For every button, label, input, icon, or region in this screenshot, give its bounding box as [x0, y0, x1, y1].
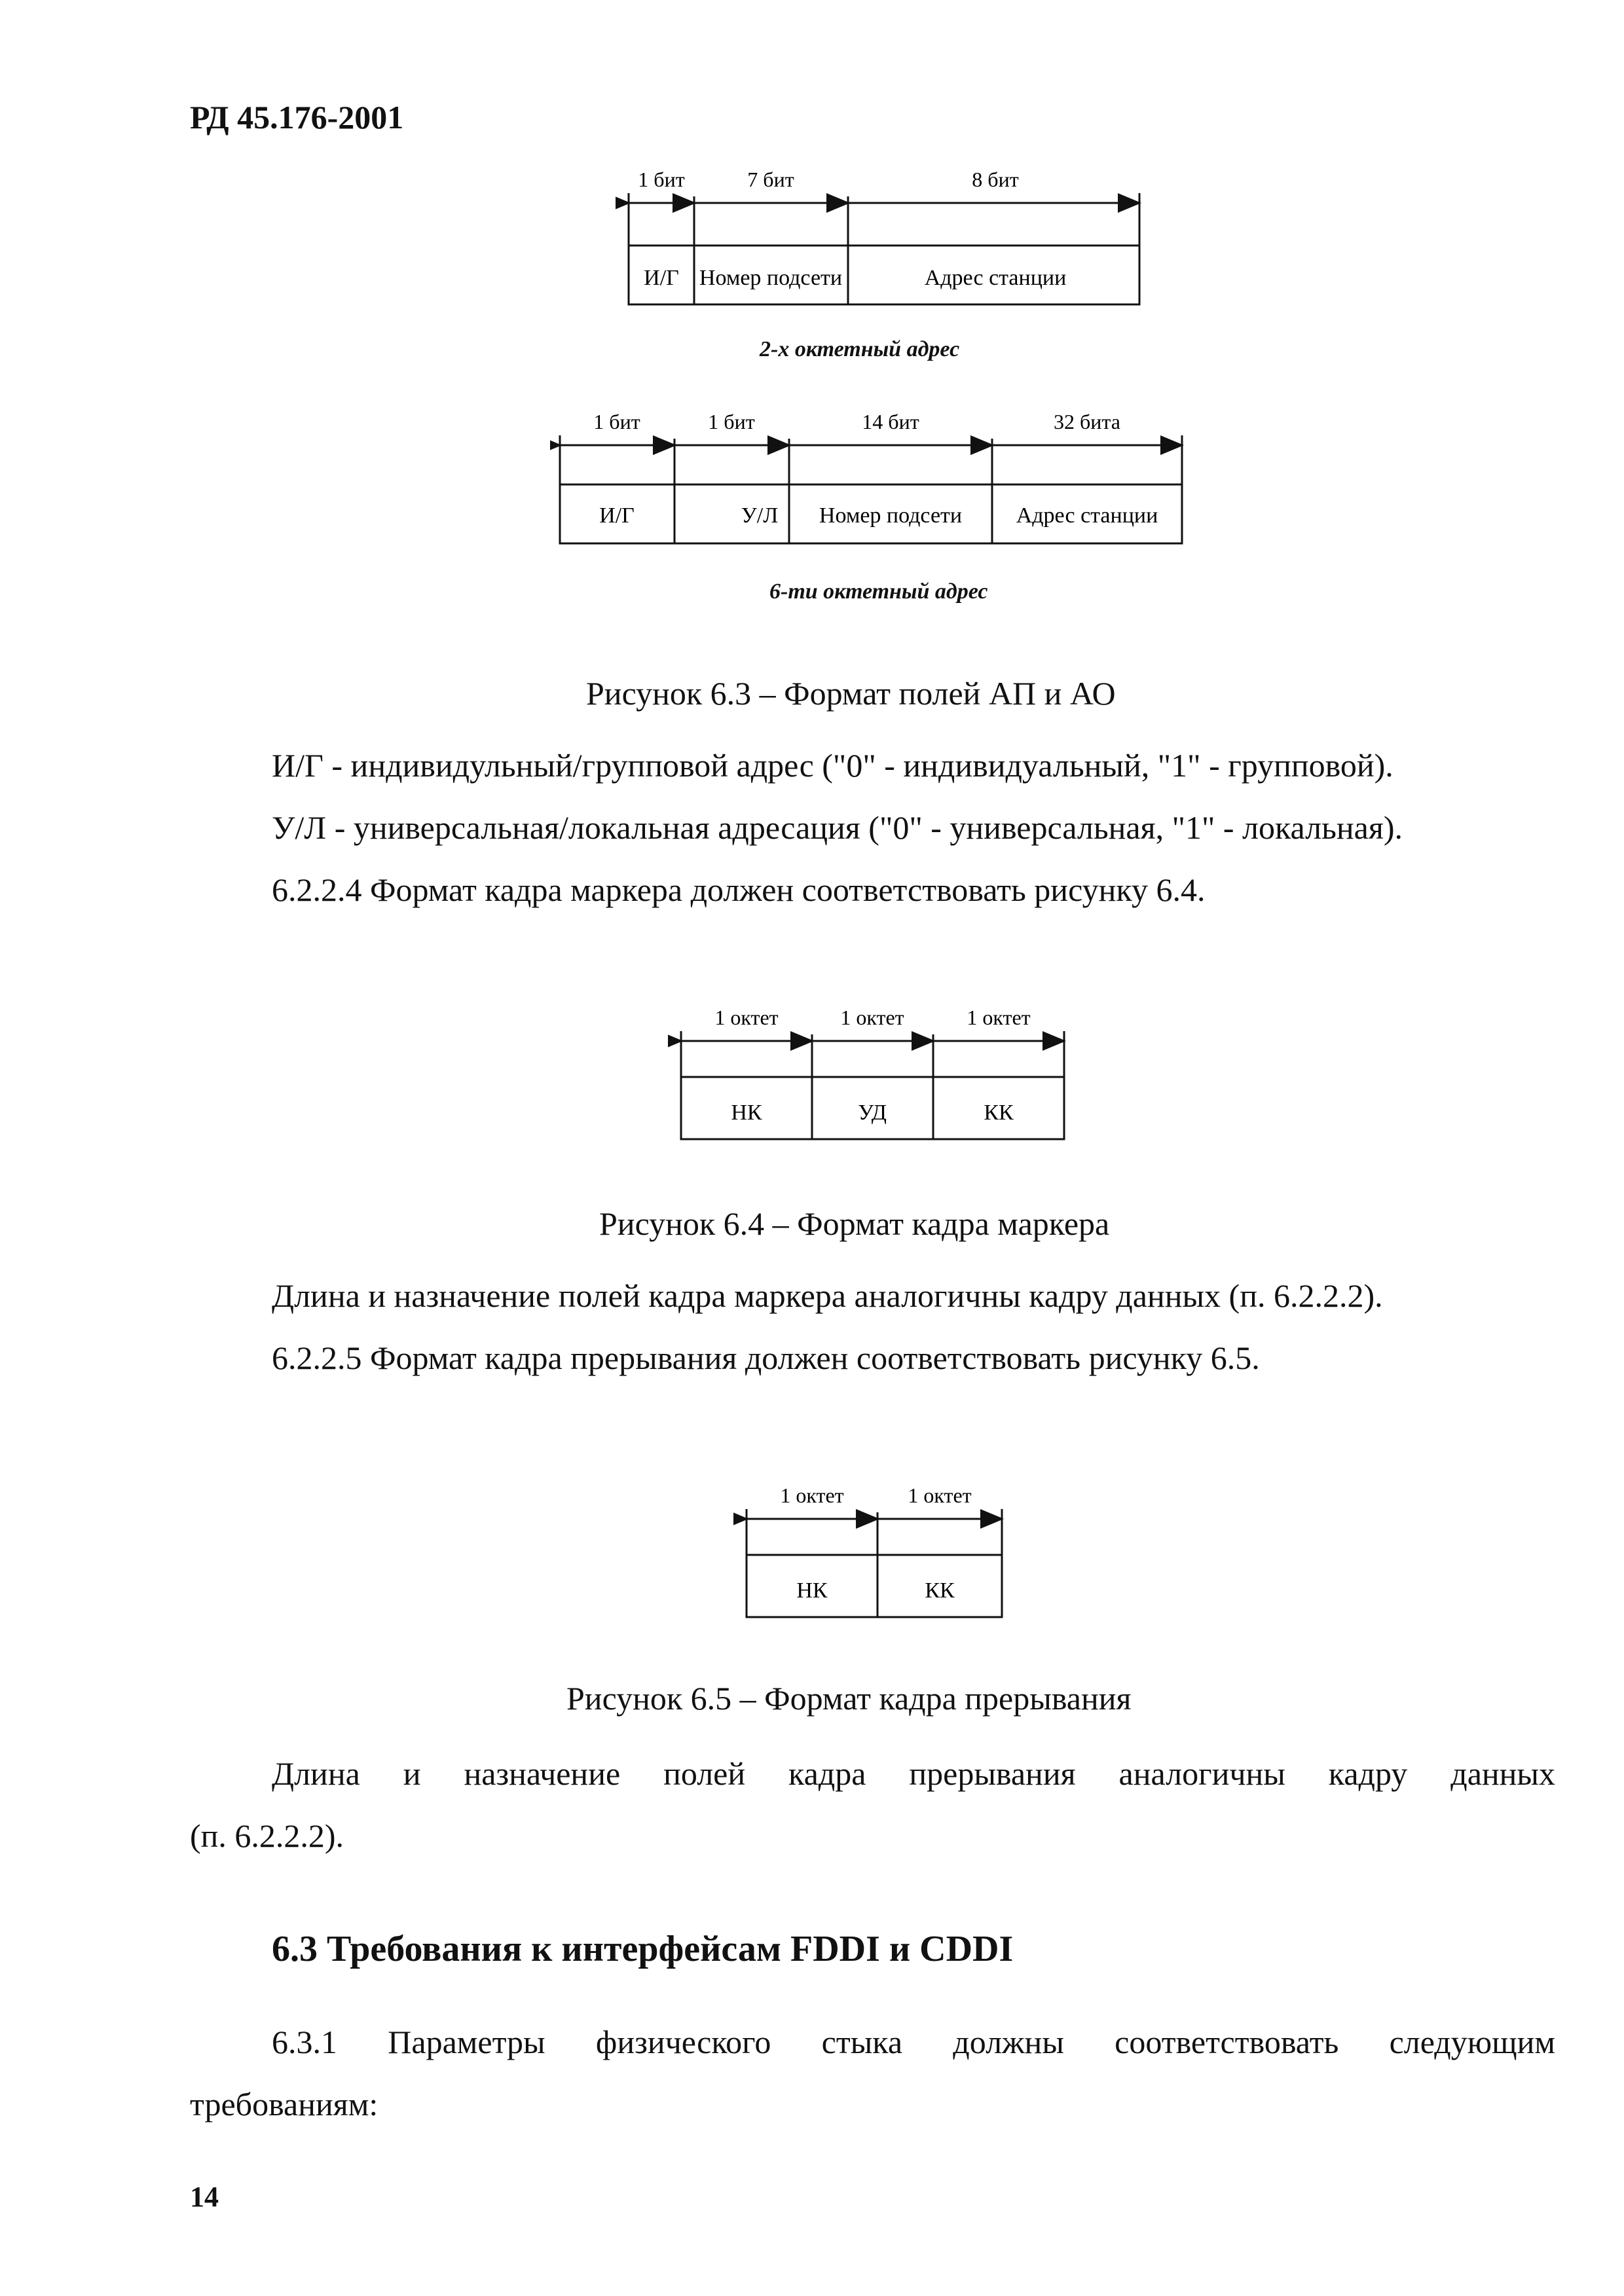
- paragraph-6-3-1: 6.3.1 Параметры физического стыка должны соответствовать следующим: [272, 2024, 1555, 2060]
- page-number: 14: [190, 2181, 219, 2213]
- field-nk: НК: [796, 1578, 828, 1603]
- field-station-address: Адрес станции: [924, 266, 1067, 290]
- width-label: 1 октет: [780, 1484, 844, 1507]
- width-label: 1 бит: [708, 410, 755, 433]
- width-label: 1 октет: [908, 1484, 972, 1507]
- legend-ig: И/Г - индивидульный/групповой адрес ("0" - индивидуальный, "1" - групповой).: [272, 747, 1393, 784]
- field-station-address: Адрес станции: [1016, 503, 1158, 528]
- field-ul: У/Л: [741, 503, 779, 528]
- diagram-caption: 2-х октетный адрес: [760, 337, 960, 361]
- width-label: 8 бит: [972, 168, 1019, 191]
- field-subnet: Номер подсети: [819, 503, 963, 528]
- paragraph-6-2-2-5: 6.2.2.5 Формат кадра прерывания должен соответствовать рисунку 6.5.: [272, 1339, 1260, 1376]
- figure-caption: Рисунок 6.4 – Формат кадра маркера: [599, 1205, 1110, 1242]
- paragraph-6-2-2-4: 6.2.2.4 Формат кадра маркера должен соответствовать рисунку 6.4.: [272, 871, 1206, 908]
- width-label: 1 октет: [967, 1006, 1031, 1029]
- paragraph-6-3-1-cont: требованиям:: [190, 2086, 378, 2123]
- diagram-6-octet-address: [550, 399, 1192, 556]
- figure-caption: Рисунок 6.3 – Формат полей АП и АО: [586, 675, 1116, 712]
- field-kk: КК: [984, 1101, 1014, 1125]
- width-label: 1 бит: [638, 168, 685, 191]
- width-label: 1 октет: [840, 1006, 904, 1029]
- width-label: 1 октет: [714, 1006, 779, 1029]
- figure-caption: Рисунок 6.5 – Формат кадра прерывания: [566, 1680, 1132, 1717]
- diagram-abort-frame: [733, 1473, 1022, 1630]
- paragraph-abort-fields-ref: (п. 6.2.2.2).: [190, 1817, 344, 1854]
- paragraph-abort-fields: Длина и назначение полей кадра прерывания аналогичны кадру данных: [272, 1755, 1555, 1792]
- paragraph-token-fields: Длина и назначение полей кадра маркера аналогичны кадру данных (п. 6.2.2.2).: [272, 1277, 1383, 1314]
- section-heading: 6.3 Требования к интерфейсам FDDI и CDDI: [272, 1929, 1014, 1969]
- diagram-2-octet-address: [616, 157, 1153, 314]
- field-subnet: Номер подсети: [699, 266, 843, 290]
- field-nk: НК: [731, 1101, 762, 1125]
- diagram-caption: 6-ти октетный адрес: [769, 579, 988, 604]
- legend-ul: У/Л - универсальная/локальная адресация ("0" - универсальная, "1" - локальная).: [272, 809, 1403, 846]
- document-id: РД 45.176-2001: [190, 99, 404, 136]
- diagram-token-frame: [668, 995, 1087, 1152]
- width-label: 7 бит: [747, 168, 794, 191]
- field-ud: УД: [858, 1101, 887, 1125]
- width-label: 14 бит: [862, 410, 919, 433]
- field-kk: КК: [925, 1578, 955, 1603]
- field-ig: И/Г: [644, 266, 679, 290]
- width-label: 1 бит: [593, 410, 640, 433]
- width-label: 32 бита: [1054, 410, 1120, 433]
- field-ig: И/Г: [599, 503, 635, 528]
